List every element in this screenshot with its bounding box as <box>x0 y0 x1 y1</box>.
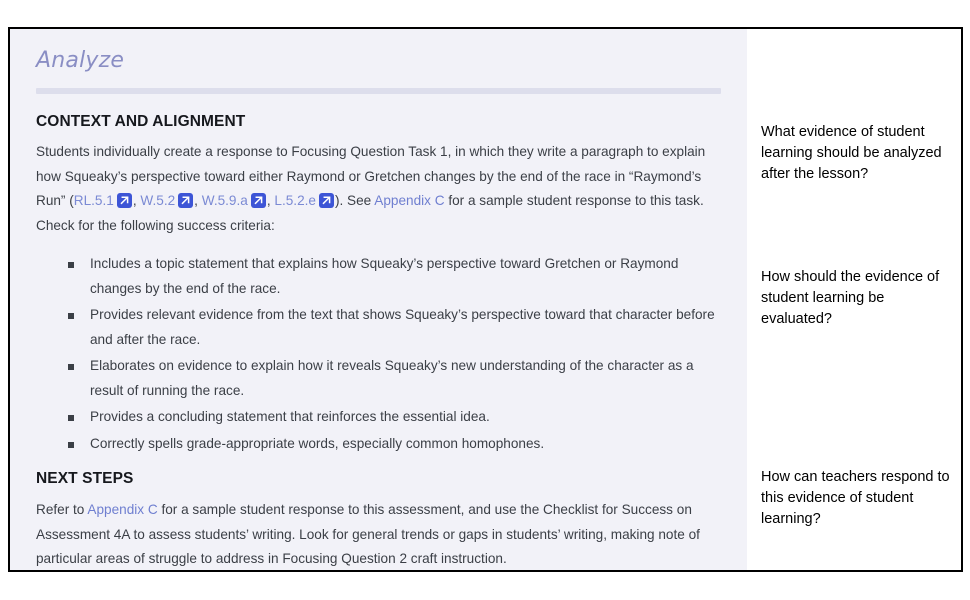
paragraph-text-tail: for a sample student response to this task. Check for the following success criteria: <box>36 193 704 233</box>
next-steps-text-lead: Refer to <box>36 502 88 518</box>
list-item: Includes a topic statement that explains how Squeaky’s perspective toward Gretchen or Raymond changes by the end of the race. <box>68 252 729 301</box>
question-panel <box>747 29 961 570</box>
paragraph-text-mid: ). See <box>334 193 375 209</box>
standard-separator-1: , <box>132 193 141 209</box>
paragraph-text-lead: Students individually create a response to Focusing Question Task 1, in which they write a paragraph to explain how Squeaky’s perspective toward either Raymond or Gretchen changes by the end of the race in “Raymond’s Run” ( <box>36 144 706 209</box>
appendix-c-link[interactable]: Appendix C <box>87 502 158 518</box>
standard-link-l-5-2-e[interactable]: L.5.2.e <box>274 193 316 209</box>
list-item: Provides relevant evidence from the text that shows Squeaky’s perspective toward that character before and after the race. <box>68 303 729 352</box>
context-and-alignment-heading: CONTEXT AND ALIGNMENT <box>36 113 246 131</box>
analysis-question-1: What evidence of student learning should be analyzed after the lesson? <box>761 124 942 182</box>
next-steps-paragraph <box>36 498 729 570</box>
next-steps-text-tail: for a sample student response to this assessment, and use the Checklist for Success on Assessment 4A to assess students’ writing. Look for general trends or gaps in students’ writing, making note of particular areas of struggle to address in Focusing Question 2 craft instruction. <box>36 502 700 567</box>
next-steps-heading: NEXT STEPS <box>36 470 134 488</box>
external-link-icon[interactable] <box>178 193 193 208</box>
external-link-icon[interactable] <box>319 193 334 208</box>
analyze-card <box>8 27 963 572</box>
context-and-alignment-paragraph <box>36 140 729 238</box>
standard-link-w-5-2[interactable]: W.5.2 <box>140 193 176 209</box>
standard-link-w-5-9-a[interactable]: W.5.9.a <box>201 193 248 209</box>
list-item: Elaborates on evidence to explain how it reveals Squeaky’s new understanding of the character as a result of running the race. <box>68 354 729 403</box>
title-divider <box>36 88 721 94</box>
external-link-icon[interactable] <box>117 193 132 208</box>
standard-separator-3: , <box>266 193 275 209</box>
external-link-icon[interactable] <box>251 193 266 208</box>
list-item: Provides a concluding statement that reinforces the essential idea. <box>68 405 729 430</box>
analysis-question-2: How should the evidence of student learning be evaluated? <box>761 269 940 327</box>
standard-link-rl-5-1[interactable]: RL.5.1 <box>73 193 114 209</box>
appendix-c-link[interactable]: Appendix C <box>374 193 445 209</box>
list-item: Correctly spells grade-appropriate words, especially common homophones. <box>68 432 729 457</box>
success-criteria-list <box>26 252 729 456</box>
standard-separator-2: , <box>194 193 202 209</box>
page-title: Analyze <box>36 48 125 73</box>
content-panel <box>10 29 747 570</box>
analysis-question-3: How can teachers respond to this evidence of student learning? <box>761 469 950 527</box>
